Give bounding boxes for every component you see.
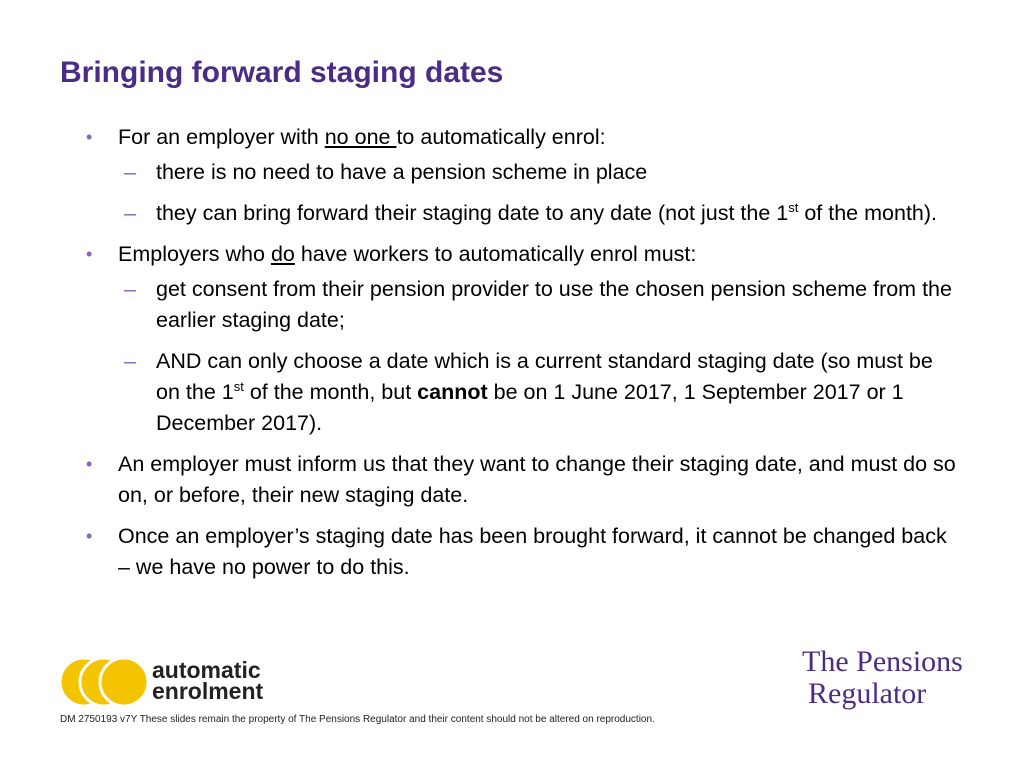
bullet-4 xyxy=(86,521,956,583)
bullet-1-sublist xyxy=(118,157,956,229)
bullet-1-sub-2-post: of the month). xyxy=(798,201,938,225)
bullet-2-sub-2-post: be on 1 June 2017, 1 September 2017 or 1 December 2017). xyxy=(156,380,904,435)
bullet-1 xyxy=(86,122,956,229)
bullet-2-prefix: Employers who xyxy=(118,242,271,266)
logo-circle-3 xyxy=(100,658,148,706)
bullet-dot-icon: • xyxy=(86,127,93,147)
bullet-2-sub-2-mid: of the month, but xyxy=(243,380,418,404)
bullet-dot-icon: • xyxy=(86,454,93,474)
bullet-dot-icon: • xyxy=(86,526,93,546)
bullet-1-suffix: to automatically enrol: xyxy=(396,125,606,149)
dash-icon: – xyxy=(124,349,136,373)
tpr-line-2: Regulator xyxy=(808,677,927,710)
bullet-2-sub-1 xyxy=(118,274,956,336)
bullet-3 xyxy=(86,449,956,511)
bullet-2-sub-2 xyxy=(118,346,956,439)
wordmark-line-2: enrolment xyxy=(152,678,264,704)
bullet-1-underline: no one xyxy=(324,125,397,149)
bullet-2-sub-2-bold: cannot xyxy=(417,380,488,404)
bullet-2 xyxy=(86,239,956,439)
bullet-2-sublist xyxy=(118,274,956,439)
ordinal-suffix: st xyxy=(233,378,244,394)
dash-icon: – xyxy=(124,201,136,225)
dash-icon: – xyxy=(124,277,136,301)
pensions-regulator-logo xyxy=(802,646,963,710)
bullet-1-sub-1-text: there is no need to have a pension scheme in place xyxy=(156,160,648,184)
bullet-1-prefix: For an employer with xyxy=(118,125,325,149)
bullet-2-sub-2-pre: AND can only choose a date which is a current standard staging date (so must be on the 1 xyxy=(156,349,933,404)
bullet-dot-icon: • xyxy=(86,244,93,264)
bullet-1-sub-2 xyxy=(118,198,956,229)
bullet-2-sub-1-text: get consent from their pension provider to use the chosen pension scheme from the earlier staging date; xyxy=(156,277,952,332)
bullet-2-underline: do xyxy=(270,242,295,266)
bullet-2-suffix: have workers to automatically enrol must: xyxy=(294,242,697,266)
slide-content xyxy=(86,122,956,593)
bullet-1-sub-2-pre: they can bring forward their staging date to any date (not just the 1 xyxy=(156,201,789,225)
bullet-4-text: Once an employer’s staging date has been brought forward, it cannot be changed back – we have no power to do this. xyxy=(118,524,947,579)
automatic-enrolment-wordmark xyxy=(152,657,264,704)
dash-icon: – xyxy=(124,160,136,184)
ordinal-suffix: st xyxy=(788,199,799,215)
footer-disclaimer: DM 2750193 v7Y These slides remain the property of The Pensions Regulator and their content should not be altered on reproduction. xyxy=(60,714,655,725)
wordmark-line-1: automatic xyxy=(152,657,261,683)
tpr-line-1: The Pensions xyxy=(802,645,963,678)
slide-title: Bringing forward staging dates xyxy=(60,56,504,89)
bullet-1-sub-1 xyxy=(118,157,956,188)
bullet-3-text: An employer must inform us that they want to change their staging date, and must do so on, or before, their new staging date. xyxy=(118,452,956,507)
